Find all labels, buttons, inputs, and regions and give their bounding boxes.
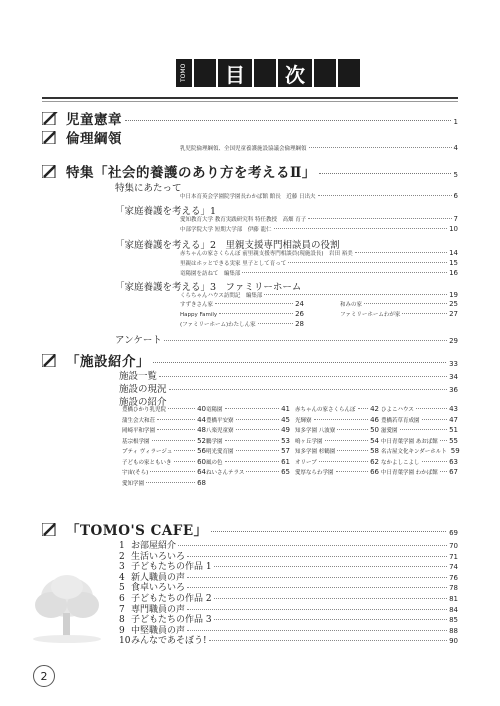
subheading: 特集にあたって: [115, 183, 182, 194]
facility-name: 名古屋文化キンダーホルト: [381, 449, 447, 455]
page-ref: 58: [370, 447, 379, 455]
leader-dots: [246, 471, 279, 472]
toc-entry[interactable]: アンケート 29: [115, 335, 458, 346]
facility-name: 愛厚ならわ学園: [295, 470, 334, 476]
leader-dots: [187, 587, 447, 588]
facility-name: 竜陽園: [206, 407, 223, 413]
leader-dots: [337, 450, 368, 451]
page-ref: 57: [281, 447, 290, 455]
leader-dots: [440, 440, 447, 441]
page-ref: 51: [449, 426, 458, 434]
entry-number: 9: [119, 625, 125, 636]
facility-name: 中日青葉学園 あおば館: [381, 438, 438, 445]
leader-dots: [225, 461, 280, 462]
toc-entry[interactable]: 竜陽園を訪ねて 編集部 16: [180, 269, 458, 277]
leader-dots: [178, 545, 447, 546]
page-ref: 66: [370, 468, 379, 476]
toc-entry[interactable]: 和みの家 25: [340, 300, 458, 308]
leader-dots: [174, 461, 196, 462]
pencil-icon: [42, 521, 66, 534]
subheading: 「家庭養護を考える」2 里親支援専門相談員の役割: [115, 240, 340, 251]
leader-dots: [225, 408, 280, 409]
page-ref: 61: [281, 457, 290, 466]
facility-name: 知多学園 杉鶴園: [295, 449, 336, 455]
entry-number: 4: [119, 572, 125, 583]
facility-entry[interactable]: [206, 437, 290, 445]
section-title: 「TOMO'S CAFE」: [66, 523, 208, 539]
toc-entry[interactable]: 赤ちゃんの家さくらんぼ 前里親支援専門相談員(現施設長) 岩田 裕美 14: [180, 249, 458, 257]
facility-entry[interactable]: [295, 437, 379, 445]
page-ref: 53: [281, 436, 290, 445]
leader-dots: [214, 598, 447, 599]
facility-name: 光輝寮: [295, 417, 312, 424]
page-ref: 55: [449, 436, 458, 445]
toc-entry[interactable]: 中部学院大学 短期大学部 伊藤 龍仁 10: [180, 225, 458, 233]
leader-dots: [236, 450, 280, 451]
facility-entry[interactable]: [295, 447, 379, 455]
page-ref: 63: [449, 457, 458, 466]
page-ref: 84: [449, 605, 458, 614]
subheading: 「家庭養護を考える」1: [115, 206, 217, 217]
entry-number: 7: [119, 604, 125, 615]
entry-title: 食卓いろいろ: [131, 583, 186, 594]
leader-dots: [400, 429, 448, 430]
facility-entry[interactable]: [381, 447, 458, 455]
leader-dots: [422, 419, 448, 420]
facility-name: ひよこハウス: [381, 407, 414, 413]
page-ref: 59: [450, 447, 460, 455]
leader-dots: [225, 440, 280, 441]
entry-number: 1: [119, 541, 125, 551]
facility-entry[interactable]: [122, 405, 206, 413]
toc-entry[interactable]: 施設の現況 36: [119, 384, 458, 395]
leader-dots: [236, 419, 280, 420]
leader-dots: [157, 419, 195, 420]
entry-title: 生活いろいろ: [131, 551, 186, 562]
page-ref: 70: [449, 542, 458, 550]
toc-entry[interactable]: ファミリーホームわが家 27: [340, 310, 458, 318]
page-ref: 52: [197, 436, 206, 445]
leader-dots: [209, 640, 447, 641]
subheading: 「家庭養護を考える」3 ファミリーホーム: [115, 282, 302, 293]
page-ref: 47: [449, 415, 458, 424]
leader-dots: [358, 408, 369, 409]
toc-entry[interactable]: くらちゃんハウス訪問記 編集部 19: [180, 291, 458, 299]
toc-section[interactable]: [42, 108, 458, 128]
toc-section[interactable]: [42, 127, 458, 147]
header-block: [254, 59, 276, 87]
leader-dots: [440, 471, 447, 472]
facility-entry[interactable]: [295, 426, 379, 434]
facility-name: 蒲生会大和荘: [122, 417, 156, 424]
facility-name: 豊橋若草育成園: [381, 417, 420, 424]
facility-entry[interactable]: [122, 426, 206, 434]
facility-entry[interactable]: [381, 405, 458, 413]
page-ref: 54: [370, 436, 379, 445]
entry-title: 子どもたちの作品 1: [131, 562, 212, 573]
facility-name: 風の色: [206, 459, 223, 466]
leader-dots: [336, 471, 369, 472]
leader-dots: [187, 556, 447, 557]
leader-dots: [214, 566, 447, 567]
facility-entry[interactable]: [381, 468, 458, 476]
facility-name: 子どもの家ともいき: [122, 459, 172, 466]
facility-entry[interactable]: [206, 405, 290, 413]
toc-section[interactable]: 「施設紹介」 33: [42, 350, 458, 366]
entry-title: 子どもたちの作品 3: [131, 615, 212, 626]
facility-entry[interactable]: [122, 458, 206, 466]
page-ref: 67: [449, 468, 458, 476]
entry-number: 3: [119, 562, 125, 573]
facility-entry[interactable]: [206, 416, 290, 424]
tree-illustration: [27, 573, 107, 645]
entry-title: 子どもたちの作品 2: [131, 594, 212, 604]
toc-section[interactable]: 「TOMO'S CAFE」 69: [42, 519, 458, 535]
facility-name: プティ ヴィラージュ: [122, 449, 173, 455]
entry-number: 10: [119, 636, 131, 647]
page-ref: 76: [449, 573, 458, 582]
pencil-icon: [42, 352, 66, 365]
page-ref: 64: [197, 468, 206, 476]
leader-dots: [146, 482, 195, 483]
toc-entry[interactable]: Happy Family 26: [180, 310, 304, 318]
facility-entry[interactable]: [381, 458, 458, 466]
toc-section[interactable]: 特集「社会的養護のあり方を考えるⅡ」 5: [42, 161, 458, 177]
facility-name: 明光愛育園: [206, 449, 234, 455]
facility-entry[interactable]: [381, 437, 458, 445]
entry-title: 専門職員の声: [131, 604, 186, 615]
toc-entry[interactable]: (ファミリーホーム)わたしん家 28: [180, 320, 304, 328]
facility-name: 岡崎平和学園: [122, 428, 156, 434]
toc-entry[interactable]: 愛知教育大学 教育実践研究科 特任教授 高畑 育子 7: [180, 215, 458, 223]
leader-dots: [150, 471, 195, 472]
leader-dots: [319, 461, 368, 462]
entry-title: 新人職員の声: [131, 572, 186, 583]
section-title: 倫理綱領: [66, 131, 122, 147]
facility-name: 滋愛園: [381, 428, 398, 434]
facility-entry[interactable]: [381, 416, 458, 424]
page-ref: 40: [197, 405, 206, 413]
page-ref: 65: [281, 468, 290, 476]
facility-name: 知多学園 八波寮: [295, 428, 336, 434]
toc-entry[interactable]: 里親はホッとできる実家 里子として育って 15: [180, 259, 458, 267]
leader-dots: [187, 577, 447, 578]
page-ref: 50: [370, 426, 379, 434]
header-rule: [42, 101, 458, 102]
leader-dots: [214, 619, 447, 620]
leader-dots: [422, 461, 448, 462]
page-ref: 85: [449, 616, 458, 625]
toc-entry[interactable]: 乳児院倫理綱領、全国児童養護施設協議会倫理綱領 4: [180, 144, 458, 152]
section-title: 「施設紹介」: [66, 354, 150, 370]
page-ref: 44: [197, 415, 206, 424]
entry-number: 2: [119, 551, 125, 562]
header-block: [314, 59, 336, 87]
facility-name: 鵬学園: [206, 438, 223, 445]
entry-title: 中堅職員の声: [131, 625, 186, 636]
facility-entry[interactable]: [381, 426, 458, 434]
facility-entry[interactable]: [295, 458, 379, 466]
facility-entry[interactable]: [122, 437, 206, 445]
page-ref: 41: [281, 405, 290, 413]
facility-name: ねいさんテラス: [206, 470, 245, 476]
facility-name: 豊橋ひかり乳児院: [122, 407, 167, 413]
tomo-badge: TOMO: [176, 59, 192, 87]
facility-entry[interactable]: [122, 447, 206, 455]
facility-name: 八楽児童寮: [206, 428, 234, 434]
page-ref: 62: [370, 457, 379, 466]
header-char-2: 次: [278, 59, 312, 87]
facility-name: オリーブ: [295, 459, 317, 466]
page-ref: 45: [281, 415, 290, 424]
entry-number: 8: [119, 615, 125, 626]
leader-dots: [174, 450, 195, 451]
facility-entry[interactable]: [206, 426, 290, 434]
leader-dots: [325, 440, 369, 441]
page-ref: 42: [370, 405, 379, 413]
pencil-icon: [42, 110, 66, 123]
facility-name: 中日青葉学園 わかば館: [381, 470, 438, 476]
page-ref: 48: [197, 426, 206, 434]
leader-dots: [157, 429, 195, 430]
pencil-icon: [42, 129, 66, 142]
page-ref: 43: [449, 405, 458, 413]
page-ref: 90: [449, 637, 458, 646]
cafe-entry[interactable]: [119, 633, 458, 646]
header-char-1: 目: [218, 59, 252, 87]
header-block: [194, 59, 216, 87]
page-number: 2: [33, 665, 55, 687]
facility-entry[interactable]: [206, 468, 290, 476]
leader-dots: [236, 429, 280, 430]
page-ref: 74: [449, 563, 458, 572]
facility-entry[interactable]: [122, 479, 206, 487]
page-ref: 1: [453, 118, 458, 126]
page-ref: 71: [449, 552, 458, 561]
facility-entry[interactable]: [206, 458, 290, 466]
leader-dots: [187, 609, 447, 610]
entry-number: 6: [119, 594, 125, 604]
page-ref: 60: [197, 457, 206, 466]
entry-title: みんなであそぼう!: [131, 636, 207, 647]
facility-entry[interactable]: [122, 416, 206, 424]
facility-name: 鳴ヶ丘学園: [295, 438, 323, 445]
facility-name: 赤ちゃんの家さくらんぼ: [295, 407, 356, 413]
toc-header: [176, 59, 360, 87]
page-ref: 49: [281, 426, 290, 434]
leader-dots: [152, 440, 196, 441]
facility-entry[interactable]: [122, 468, 206, 476]
leader-dots: [337, 429, 368, 430]
facility-name: 基宗根学園: [122, 438, 150, 445]
entry-number: 5: [119, 583, 125, 594]
pencil-icon: [42, 163, 66, 176]
toc-entry[interactable]: すずきさん家 24: [180, 300, 304, 308]
page-ref: 56: [197, 447, 206, 455]
header-rule: [42, 97, 458, 99]
facility-entry[interactable]: [295, 405, 379, 413]
page-ref: 81: [449, 595, 458, 603]
page-ref: 88: [449, 626, 458, 635]
toc-entry[interactable]: 中日本育英会学園院学園長わかば館 館長 近藤 日出夫 6: [180, 192, 458, 200]
facility-name: 豊橋平安寮: [206, 417, 234, 424]
leader-dots: [314, 419, 369, 420]
page-ref: 68: [197, 478, 206, 487]
leader-dots: [187, 630, 447, 631]
facility-name: 愛知学園: [122, 480, 145, 487]
facility-entry[interactable]: [206, 447, 290, 455]
entry-title: お部屋紹介: [131, 541, 177, 551]
facility-entry[interactable]: [295, 468, 379, 476]
section-title: 特集「社会的養護のあり方を考えるⅡ」: [66, 165, 316, 181]
leader-dots: [125, 120, 451, 121]
facility-name: 宇宙(そら): [122, 470, 149, 476]
header-block: [338, 59, 360, 87]
leader-dots: [416, 408, 447, 409]
toc-entry[interactable]: 施設一覧 34: [119, 371, 458, 382]
subheading: 施設の紹介: [119, 397, 167, 408]
facility-entry[interactable]: [295, 416, 379, 424]
page-ref: 46: [370, 415, 379, 424]
leader-dots: [168, 408, 195, 409]
section-title: 児童憲章: [66, 112, 122, 128]
page-ref: 78: [449, 584, 458, 593]
facility-name: なかよしこよし: [381, 459, 420, 466]
